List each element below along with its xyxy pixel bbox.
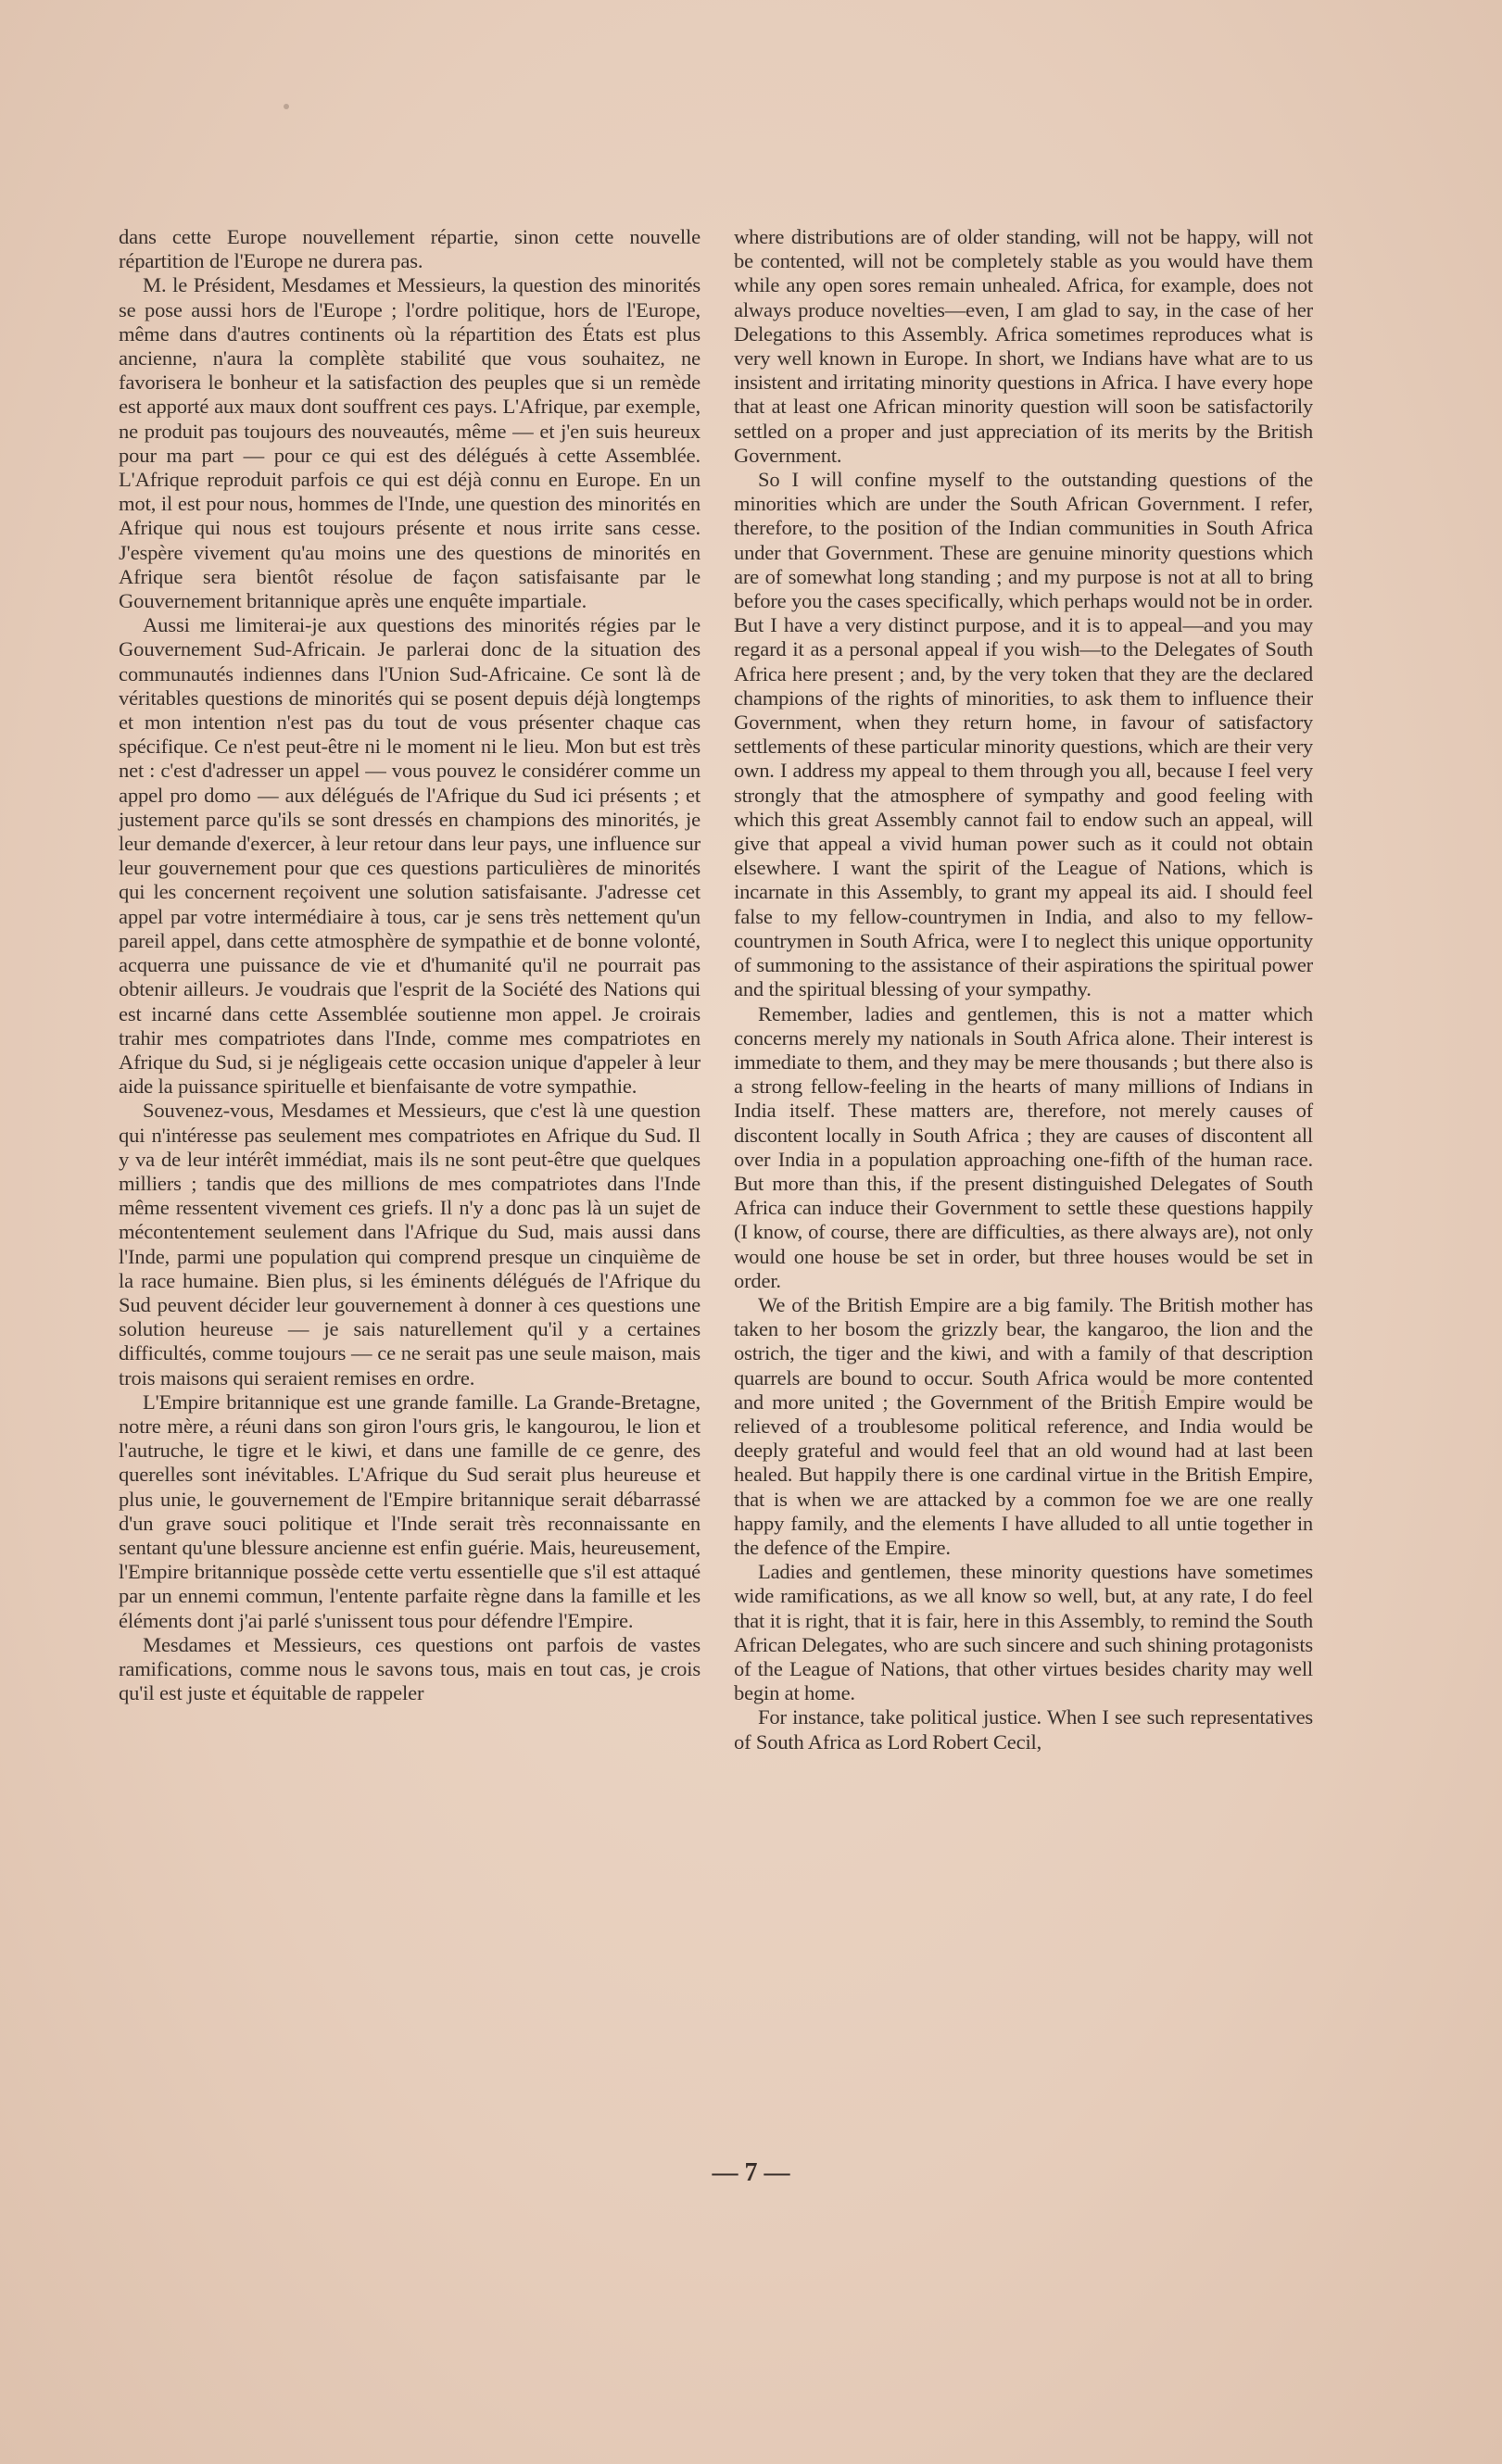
- french-paragraph: Mesdames et Messieurs, ces questions ont parfois de vastes ramifications, comme nous le savons tous, mais en tout cas, je crois qu'il est juste et équitable de rappeler: [119, 1632, 701, 1705]
- english-column: [734, 225, 1313, 1754]
- english-paragraph: Ladies and gentlemen, these minority questions have sometimes wide ramifications, as we all know so well, but, at any rate, I do feel that it is right, that it is fair, here in this Assembly, to remind the South African Delegates, who are such sincere and such shining protagonists of the League of Nations, that other virtues besides charity may well begin at home.: [734, 1560, 1313, 1705]
- page-number: — 7 —: [712, 2158, 790, 2187]
- english-paragraph: We of the British Empire are a big family. The British mother has taken to her bosom the grizzly bear, the kangaroo, the lion and the ostrich, the tiger and the kiwi, and with a family of that description quarrels are bound to occur. South Africa would be more contented and more united ; the Government of the British Empire would be relieved of a troublesome political reference, and India would be deeply grateful and would feel that an old wound had at last been healed. But happily there is one cardinal virtue in the British Empire, that is when we are attacked by a common foe we are one really happy family, and the elements I have alluded to all untie together in the defence of the Empire.: [734, 1292, 1313, 1559]
- paper-speck: [284, 104, 289, 109]
- english-paragraph: For instance, take political justice. When I see such representatives of South Africa as Lord Robert Cecil,: [734, 1705, 1313, 1754]
- english-paragraph: So I will confine myself to the outstanding questions of the minorities which are under the South African Government. I refer, therefore, to the position of the Indian communities in South Africa under that Government. These are genuine minority questions which are of somewhat long standing ; and my purpose is not at all to bring before you the cases specifically, which perhaps would not be in order. But I have a very distinct purpose, and it is to appeal—and you may regard it as a personal appeal if you wish—to the Delegates of South Africa here present ; and, by the very token that they are the declared champions of the rights of minorities, to ask them to influence their Government, when they return home, in favour of satisfactory settlements of these particular minority questions, which are their very own. I address my appeal to them through you all, because I feel very strongly that the atmosphere of sympathy and good feeling with which this great Assembly cannot fail to endow such an appeal, will give that appeal a vivid human power such as it could not obtain elsewhere. I want the spirit of the League of Nations, which is incarnate in this Assembly, to grant my appeal its aid. I should feel false to my fellow-countrymen in India, and also to my fellow-countrymen in South Africa, were I to neglect this unique opportunity of summoning to the assistance of their aspirations the spiritual power and the spiritual blessing of your sympathy.: [734, 468, 1313, 1001]
- french-paragraph: M. le Président, Mesdames et Messieurs, la question des minorités se pose aussi hors de l'Europe ; l'ordre politique, hors de l'Europe, même dans d'autres continents où la répartition des États est plus ancienne, n'aura la complète stabilité que vous souhaitez, ne favorisera le bonheur et la satisfaction des peuples que si un remède est apporté aux maux dont souffrent ces pays. L'Afrique, par exemple, ne produit pas toujours des nouveautés, même — et j'en suis heureux pour ma part — pour ce qui est des délégués à cette Assemblée. L'Afrique reproduit parfois ce qui est déjà connu en Europe. En un mot, il est pour nous, hommes de l'Inde, une question des minorités en Afrique qui nous est toujours présente et nous irrite sans cesse. J'espère vivement qu'au moins une des questions de minorités en Afrique sera bientôt résolue de façon satisfaisante par le Gouvernement britannique après une enquête impartiale.: [119, 273, 701, 613]
- french-column: [119, 225, 701, 1705]
- french-paragraph: L'Empire britannique est une grande famille. La Grande-Bretagne, notre mère, a réuni dans son giron l'ours gris, le kangourou, le lion et l'autruche, le tigre et le kiwi, et dans une famille de ce genre, des querelles sont inévitables. L'Afrique du Sud serait plus heureuse et plus unie, le gouvernement de l'Empire britannique serait débarrassé d'un grave souci politique et l'Inde serait très reconnaissante en sentant qu'une blessure ancienne est enfin guérie. Mais, heureusement, l'Empire britannique possède cette vertu essentielle que s'il est attaqué par un ennemi commun, l'entente parfaite règne dans la famille et les éléments dont j'ai parlé s'unissent tous pour défendre l'Empire.: [119, 1389, 701, 1632]
- english-paragraph: where distributions are of older standing, will not be happy, will not be contented, will not be completely stable as you would have them while any open sores remain unhealed. Africa, for example, does not always produce novelties—even, I am glad to say, in the case of her Delegations to this Assembly. Africa sometimes reproduces what is very well known in Europe. In short, we Indians have what are to us insistent and irritating minority questions in Africa. I have every hope that at least one African minority question will soon be satisfactorily settled on a proper and just appreciation of its merits by the British Government.: [734, 225, 1313, 467]
- french-paragraph: Aussi me limiterai-je aux questions des minorités régies par le Gouvernement Sud-Africain. Je parlerai donc de la situation des communautés indiennes dans l'Union Sud-Africaine. Ce sont là de véritables questions de minorités qui se posent depuis déjà longtemps et mon intention n'est pas du tout de vous présenter chaque cas spécifique. Ce n'est peut-être ni le moment ni le lieu. Mon but est très net : c'est d'adresser un appel — vous pouvez le considérer comme un appel pro domo — aux délégués de l'Afrique du Sud ici présents ; et justement parce qu'ils se sont dressés en champions des minorités, je leur demande d'exercer, à leur retour dans leur pays, une influence sur leur gouvernement pour que ces questions particulières de minorités qui les concernent reçoivent une solution satisfaisante. J'adresse cet appel par votre intermédiaire à tous, car je sens très nettement qu'un pareil appel, dans cette atmosphère de sympathie et de bonne volonté, acquerra une puissance de vie et d'humanité qu'il ne pourrait pas obtenir ailleurs. Je voudrais que l'esprit de la Société des Nations qui est incarné dans cette Assemblée soutienne mon appel. Je croirais trahir mes compatriotes dans l'Inde, comme mes compatriotes en Afrique du Sud, si je négligeais cette occasion unique d'appeler à leur aide la puissance spirituelle et bienfaisante de votre sympathie.: [119, 613, 701, 1099]
- french-paragraph: dans cette Europe nouvellement répartie, sinon cette nouvelle répartition de l'Europe ne durera pas.: [119, 225, 701, 273]
- french-paragraph: Souvenez-vous, Mesdames et Messieurs, que c'est là une question qui n'intéresse pas seulement mes compatriotes en Afrique du Sud. Il y va de leur intérêt immédiat, mais ils ne sont peut-être que quelques milliers ; tandis que des millions de mes compatriotes dans l'Inde même ressentent vivement ces griefs. Il n'y a donc pas là un sujet de mécontentement seulement dans l'Afrique du Sud, mais aussi dans l'Inde, parmi une population qui comprend presque un cinquième de la race humaine. Bien plus, si les éminents délégués de l'Afrique du Sud peuvent décider leur gouvernement à donner à ces questions une solution heureuse — je sais naturellement qu'il y a certaines difficultés, comme toujours — ce ne serait pas une seule maison, mais trois maisons qui seraient remises en ordre.: [119, 1099, 701, 1389]
- english-paragraph: Remember, ladies and gentlemen, this is not a matter which concerns merely my nationals in South Africa alone. Their interest is immediate to them, and they may be mere thousands ; but there also is a strong fellow-feeling in the hearts of many millions of Indians in India itself. These matters are, therefore, not merely causes of discontent locally in South Africa ; they are causes of discontent all over India in a population approaching one-fifth of the human race. But more than this, if the present distinguished Delegates of South Africa can induce their Government to settle these questions happily (I know, of course, there are difficulties, as there always are), not only would one house be set in order, but three houses would be set in order.: [734, 1001, 1313, 1292]
